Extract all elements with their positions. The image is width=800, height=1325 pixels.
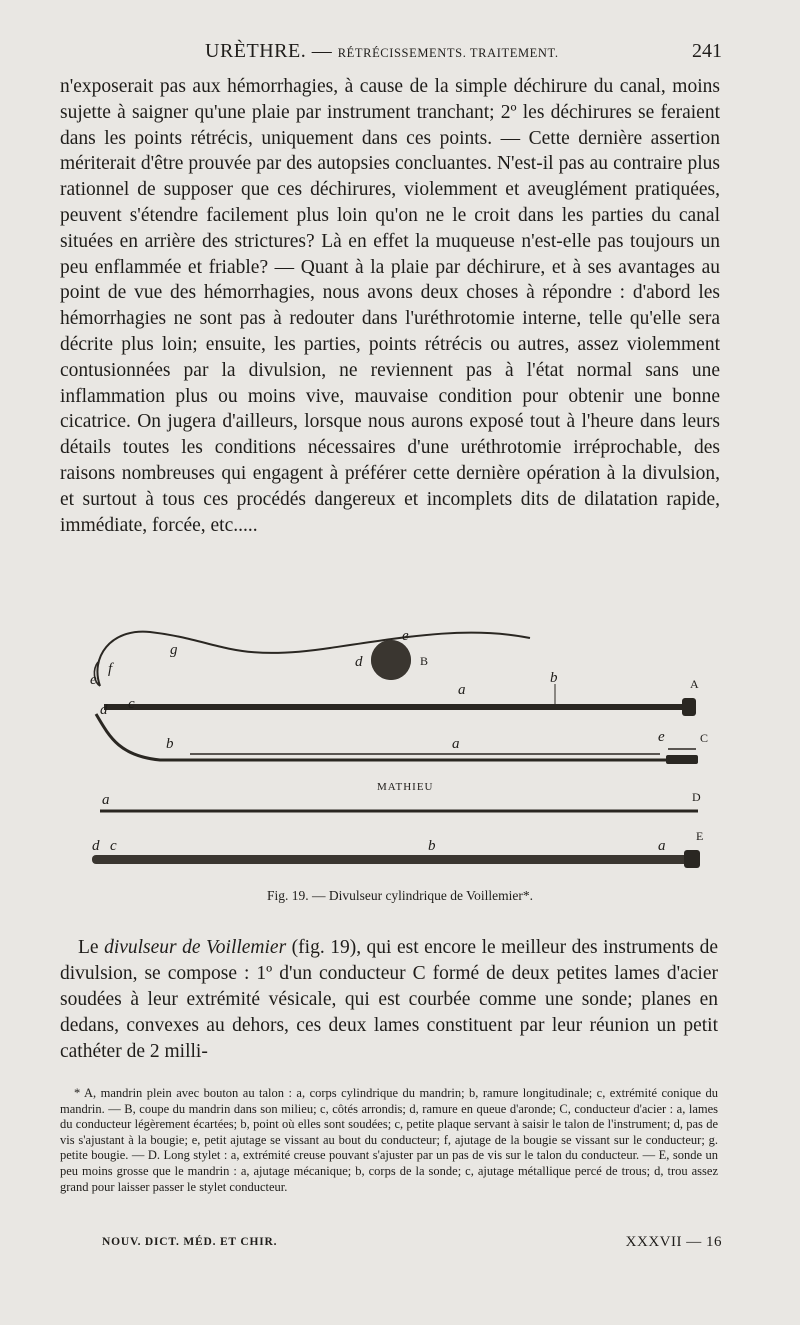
divulseur-illustration xyxy=(70,618,730,880)
label-C: C xyxy=(700,731,709,745)
label-b1: b xyxy=(550,670,558,686)
label-d3: d xyxy=(92,838,100,854)
paragraph-divulseur xyxy=(60,935,718,1065)
body-text-bottom xyxy=(60,935,718,1065)
label-a1: a xyxy=(458,682,466,698)
label-c3: c xyxy=(110,838,117,854)
figure-caption: Fig. 19. — Divulseur cylindrique de Voillemier*. xyxy=(266,888,534,903)
label-a2: a xyxy=(452,736,460,752)
label-d-top: d xyxy=(355,654,363,670)
label-b3: b xyxy=(428,838,436,854)
label-g: g xyxy=(170,642,178,658)
running-title xyxy=(205,40,559,63)
sonde-e-cap xyxy=(684,850,700,868)
footer-signature: XXXVII — 16 xyxy=(625,1234,722,1250)
label-e-top: e xyxy=(402,628,409,644)
body-text-top xyxy=(60,74,720,538)
footnote xyxy=(60,1086,718,1195)
footnote-text: * A, mandrin plein avec bouton au talon : a, corps cylindrique du mandrin; b, ramure longitudinale; c, extrémité conique du mandrin. — B, coupe du mandrin dans son milieu; c, côtés arrondis; d, ramure en queue d'aronde; C, conducteur d'acier : a, lames du conducteur légèrement écartées; b, point où elles sont soudées; c, petite plaque servant à saisir le talon de l'instrument; d, pas de vis s'ajustant à la bougie; e, petit ajutage se vissant au bout du conducteur; f, ajutage de la bougie se vissant sur le conducteur; g. petite bougie. — D. Long stylet : a, extrémité creuse pouvant s'ajuster par un pas de vis sur le talon du conducteur. — E, sonde un peu moins grosse que le mandrin : a, ajutage mécanique; b, corps de la sonde; c, ajutage métallique percé de trous; d, trou assez grand pour laisser passer le stylet conducteur. xyxy=(60,1086,718,1194)
paragraph-continuation: n'exposerait pas aux hémorrhagies, à cause de la simple déchirure du canal, moins sujette à saigner qu'une plaie par instrument tranchant; 2º les déchirures se feraient dans les points rétrécis, uniquement dans ces points. — Cette dernière assertion mériterait d'être prouvée par des autopsies concluantes. N'est-il pas au contraire plus rationnel de supposer que ces déchirures, violemment et aveuglément pratiquées, peuvent s'étendre facilement plus loin qu'on ne le croit dans les parties du canal situées en arrière des strictures? Là en effet la muqueuse n'est-elle pas toujours un peu enflammée et friable? — Quant à la plaie par déchirure, et à ses avantages au point de vue des hémorrhagies, nous avons deux choses à répondre : d'abord les hémorrhagies ne sont pas à redouter dans l'uréthrotomie interne, telle qu'elle sera décrite plus loin; ensuite, les parties, points rétrécis ou autres, assez violemment contusionnées par la divulsion, ne reviennent pas à l'état normal sans une inflammation plus ou moins vive, mauvaise condition pour obtenir une bonne cicatrice. On jugera d'ailleurs, lorsque nous aurons exposé tout à l'heure dans leurs détails toutes les conditions nécessaires d'une uréthrotomie irréprochable, des raisons nombreuses qui engagent à préférer cette dernière opération à la divulsion, et surtout à tous ces procédés dangereux et incomplets dits de dilatation rapide, immédiate, forcée, etc..... xyxy=(60,76,720,536)
label-e-left: e xyxy=(90,672,97,688)
figure-19 xyxy=(70,618,730,880)
label-E: E xyxy=(696,829,704,843)
label-a4: a xyxy=(658,838,666,854)
running-title-sub: RÉTRÉCISSEMENTS. TRAITEMENT. xyxy=(337,46,559,60)
mandrin-knob xyxy=(682,698,696,716)
label-b2: b xyxy=(166,736,174,752)
label-c-left: c xyxy=(128,696,135,712)
paragraph-intro: Le xyxy=(78,937,105,958)
page-number: 241 xyxy=(692,40,722,62)
label-D: D xyxy=(692,790,701,804)
conducteur-c xyxy=(96,714,670,760)
footer-publication: NOUV. DICT. MÉD. ET CHIR. xyxy=(102,1236,278,1248)
running-title-main: URÈTHRE. — xyxy=(205,40,333,62)
maker-mark: MATHIEU xyxy=(377,781,434,793)
conducteur-tip xyxy=(666,755,698,764)
page-footer xyxy=(60,1236,722,1256)
bougie-g xyxy=(97,632,530,686)
paragraph-italic-term: divulseur de Voillemier xyxy=(104,937,287,958)
running-header xyxy=(60,40,722,72)
label-d-left: d xyxy=(100,702,108,718)
paragraph-rest: (fig. 19), qui est encore le meilleur des instruments de divulsion, se compose : 1º d'un conducteur C formé de deux petites lames d'acier soudées à leur extrémité vésicale, qui est courbée comme une sonde; planes en dedans, convexes au dehors, ces deux lames constituent par leur réunion un petit cathéter de 2 milli- xyxy=(60,937,718,1062)
sonde-e xyxy=(92,855,688,864)
label-a3: a xyxy=(102,792,110,808)
label-B: B xyxy=(420,654,429,668)
label-A: A xyxy=(690,677,699,691)
label-f: f xyxy=(108,661,113,677)
label-e2: e xyxy=(658,729,665,745)
